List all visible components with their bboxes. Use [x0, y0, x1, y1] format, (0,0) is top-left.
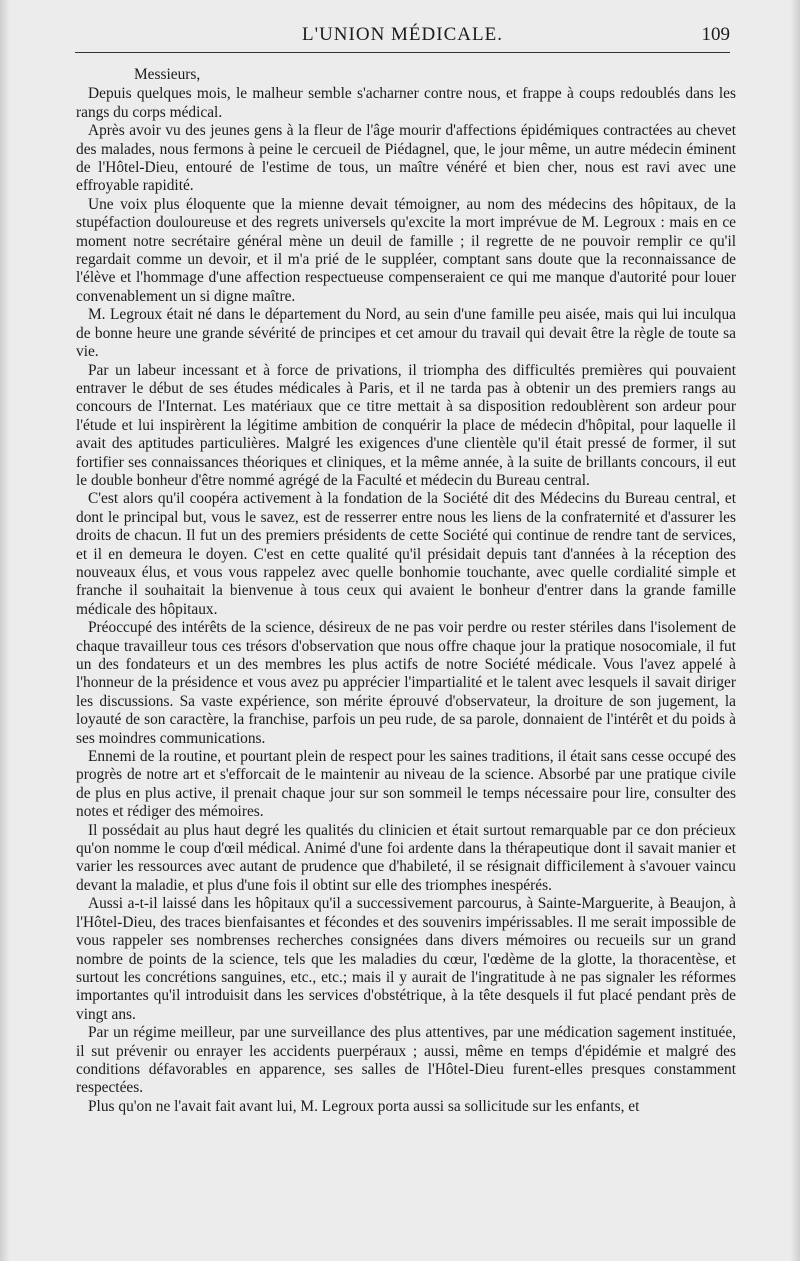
salutation: Messieurs,: [134, 66, 201, 83]
paragraph: Une voix plus éloquente que la mienne devait témoigner, au nom des médecins des hôpitaux, de la stupéfaction douloureuse et des regrets universels qu'excite la mort imprévue de M. Legroux : mais en ce moment notre secrétaire général mène un deuil de famille ; il regrette de ne pouvoir remplir ce qu'il regardait comme un devoir, et il m'a prié de le suppléer, comptant sans doute que la reconnaissance de l'élève et l'hommage d'une affection respectueuse compenseraient ce qui me manque d'autorité pour louer convenablement un si digne maître.: [76, 195, 736, 305]
paragraph: Préoccupé des intérêts de la science, désireux de ne pas voir perdre ou rester stériles dans l'isolement de chaque travailleur tous ces trésors d'observation que nous offre chaque jour la pratique nosocomiale, il fut un des fondateurs et un des membres les plus actifs de notre Société médicale. Vous l'avez appelé à l'honneur de la présidence et vous avez pu apprécier l'impartialité et le talent avec lesquels il savait diriger les discussions. Sa vaste expérience, son mérite éprouvé d'observateur, la droiture de son jugement, la loyauté de son caractère, la franchise, parfois un peu rude, de sa parole, donnaient de l'intérêt et du poids à ses moindres communications.: [76, 619, 736, 747]
running-title: L'UNION MÉDICALE.: [302, 24, 503, 45]
page-edge-shadow-left: [0, 0, 10, 1261]
paragraph: Par un régime meilleur, par une surveillance des plus attentives, par une médication sagement instituée, il sut prévenir ou enrayer les accidents puerpéraux ; aussi, même en temps d'épidémie et malgré des conditions défavorables en apparence, ses salles de l'Hôtel-Dieu furent-elles presques constamment respectées.: [76, 1024, 736, 1097]
article-body: [76, 60, 736, 1116]
paragraph: Il possédait au plus haut degré les qualités du clinicien et était surtout remarquable par ce don précieux qu'on nomme le coup d'œil médical. Animé d'une foi ardente dans la thérapeutique dont il savait manier et varier les ressources avec autant de prudence que d'habileté, il se résignait difficilement à s'avouer vaincu devant la maladie, et plus d'une fois il obtint sur elle des triomphes inespérés.: [76, 821, 736, 894]
paragraph: Après avoir vu des jeunes gens à la fleur de l'âge mourir d'affections épidémiques contractées au chevet des malades, nous fermons à peine le cercueil de Piédagnel, que, le jour même, un autre médecin éminent de l'Hôtel-Dieu, entouré de l'estime de tous, un maître vénéré et bien cher, nous est ravi avec une effroyable rapidité.: [76, 122, 736, 195]
paragraph: M. Legroux était né dans le département du Nord, au sein d'une famille peu aisée, mais qui lui inculqua de bonne heure une grande sévérité de principes et cet amour du travail qui devait être la règle de toute sa vie.: [76, 306, 736, 361]
paragraph: Plus qu'on ne l'avait fait avant lui, M. Legroux porta aussi sa sollicitude sur les enfants, et: [88, 1097, 640, 1115]
paragraph: Par un labeur incessant et à force de privations, il triompha des difficultés premières qui pouvaient entraver le début de ses études médicales à Paris, et il ne tarda pas à obtenir un des premiers rangs au concours de l'Internat. Les matériaux que ce titre mettait à sa disposition redoublèrent son ardeur pour l'étude et lui inspirèrent la légitime ambition de conquérir la place de médecin d'hôpital, pour laquelle il avait des aptitudes particulières. Malgré les exigences d'une clientèle qu'il était pressé de former, il sut fortifier ses connaissances théoriques et cliniques, et la même année, à la suite de brillants concours, il eut le double bonheur d'être nommé agrégé de la Faculté et médecin du Bureau central.: [76, 361, 736, 489]
page-header: [75, 22, 730, 50]
paragraph: C'est alors qu'il coopéra activement à la fondation de la Société dit des Médecins du Bureau central, et dont le principal but, vous le savez, est de resserrer entre nous les liens de la confraternité et d'assurer les droits de chacun. Il fut un des premiers présidents de cette Société qui continue de rendre tant de services, et il en demeura le doyen. C'est en cette qualité qu'il présidait depuis tant d'années à la réception des nouveaux élus, et vous vous rappelez avec quelle bonhomie touchante, avec quelle cordialité simple et franche il souhaitait la bienvenue à tous ceux qui avaient le bonheur d'entrer dans la grande famille médicale des hôpitaux.: [76, 490, 736, 618]
paragraph: Depuis quelques mois, le malheur semble s'acharner contre nous, et frappe à coups redoublés dans les rangs du corps médical.: [76, 85, 736, 121]
paragraph: Aussi a-t-il laissé dans les hôpitaux qu'il a successivement parcourus, à Sainte-Marguerite, à Beaujon, à l'Hôtel-Dieu, des traces bienfaisantes et fécondes et des souvenirs impérissables. Il me serait impossible de vous rappeler ses nombrenses recherches consignées dans divers mémoires ou recueils sur un grand nombre de points de la science, tels que les maladies du cœur, l'œdème de la glotte, la thoracentèse, et surtout les concrétions sanguines, etc., etc.; mais il y aurait de l'ingratitude à ne pas signaler les réformes importantes qu'il introduisit dans les services d'obstétrique, à la tête desquels il fut placé pendant près de vingt ans.: [76, 895, 736, 1023]
page-number: 109: [701, 24, 730, 45]
paragraph: Ennemi de la routine, et pourtant plein de respect pour les saines traditions, il était sans cesse occupé des progrès de notre art et s'efforcait de le maintenir au niveau de la science. Absorbé par une pratique civile de plus en plus active, il prenait chaque jour sur son sommeil le temps nécessaire pour lire, consulter des notes et rédiger des mémoires.: [76, 748, 736, 821]
header-rule: [75, 52, 730, 53]
page-edge-shadow-right: [790, 0, 800, 1261]
